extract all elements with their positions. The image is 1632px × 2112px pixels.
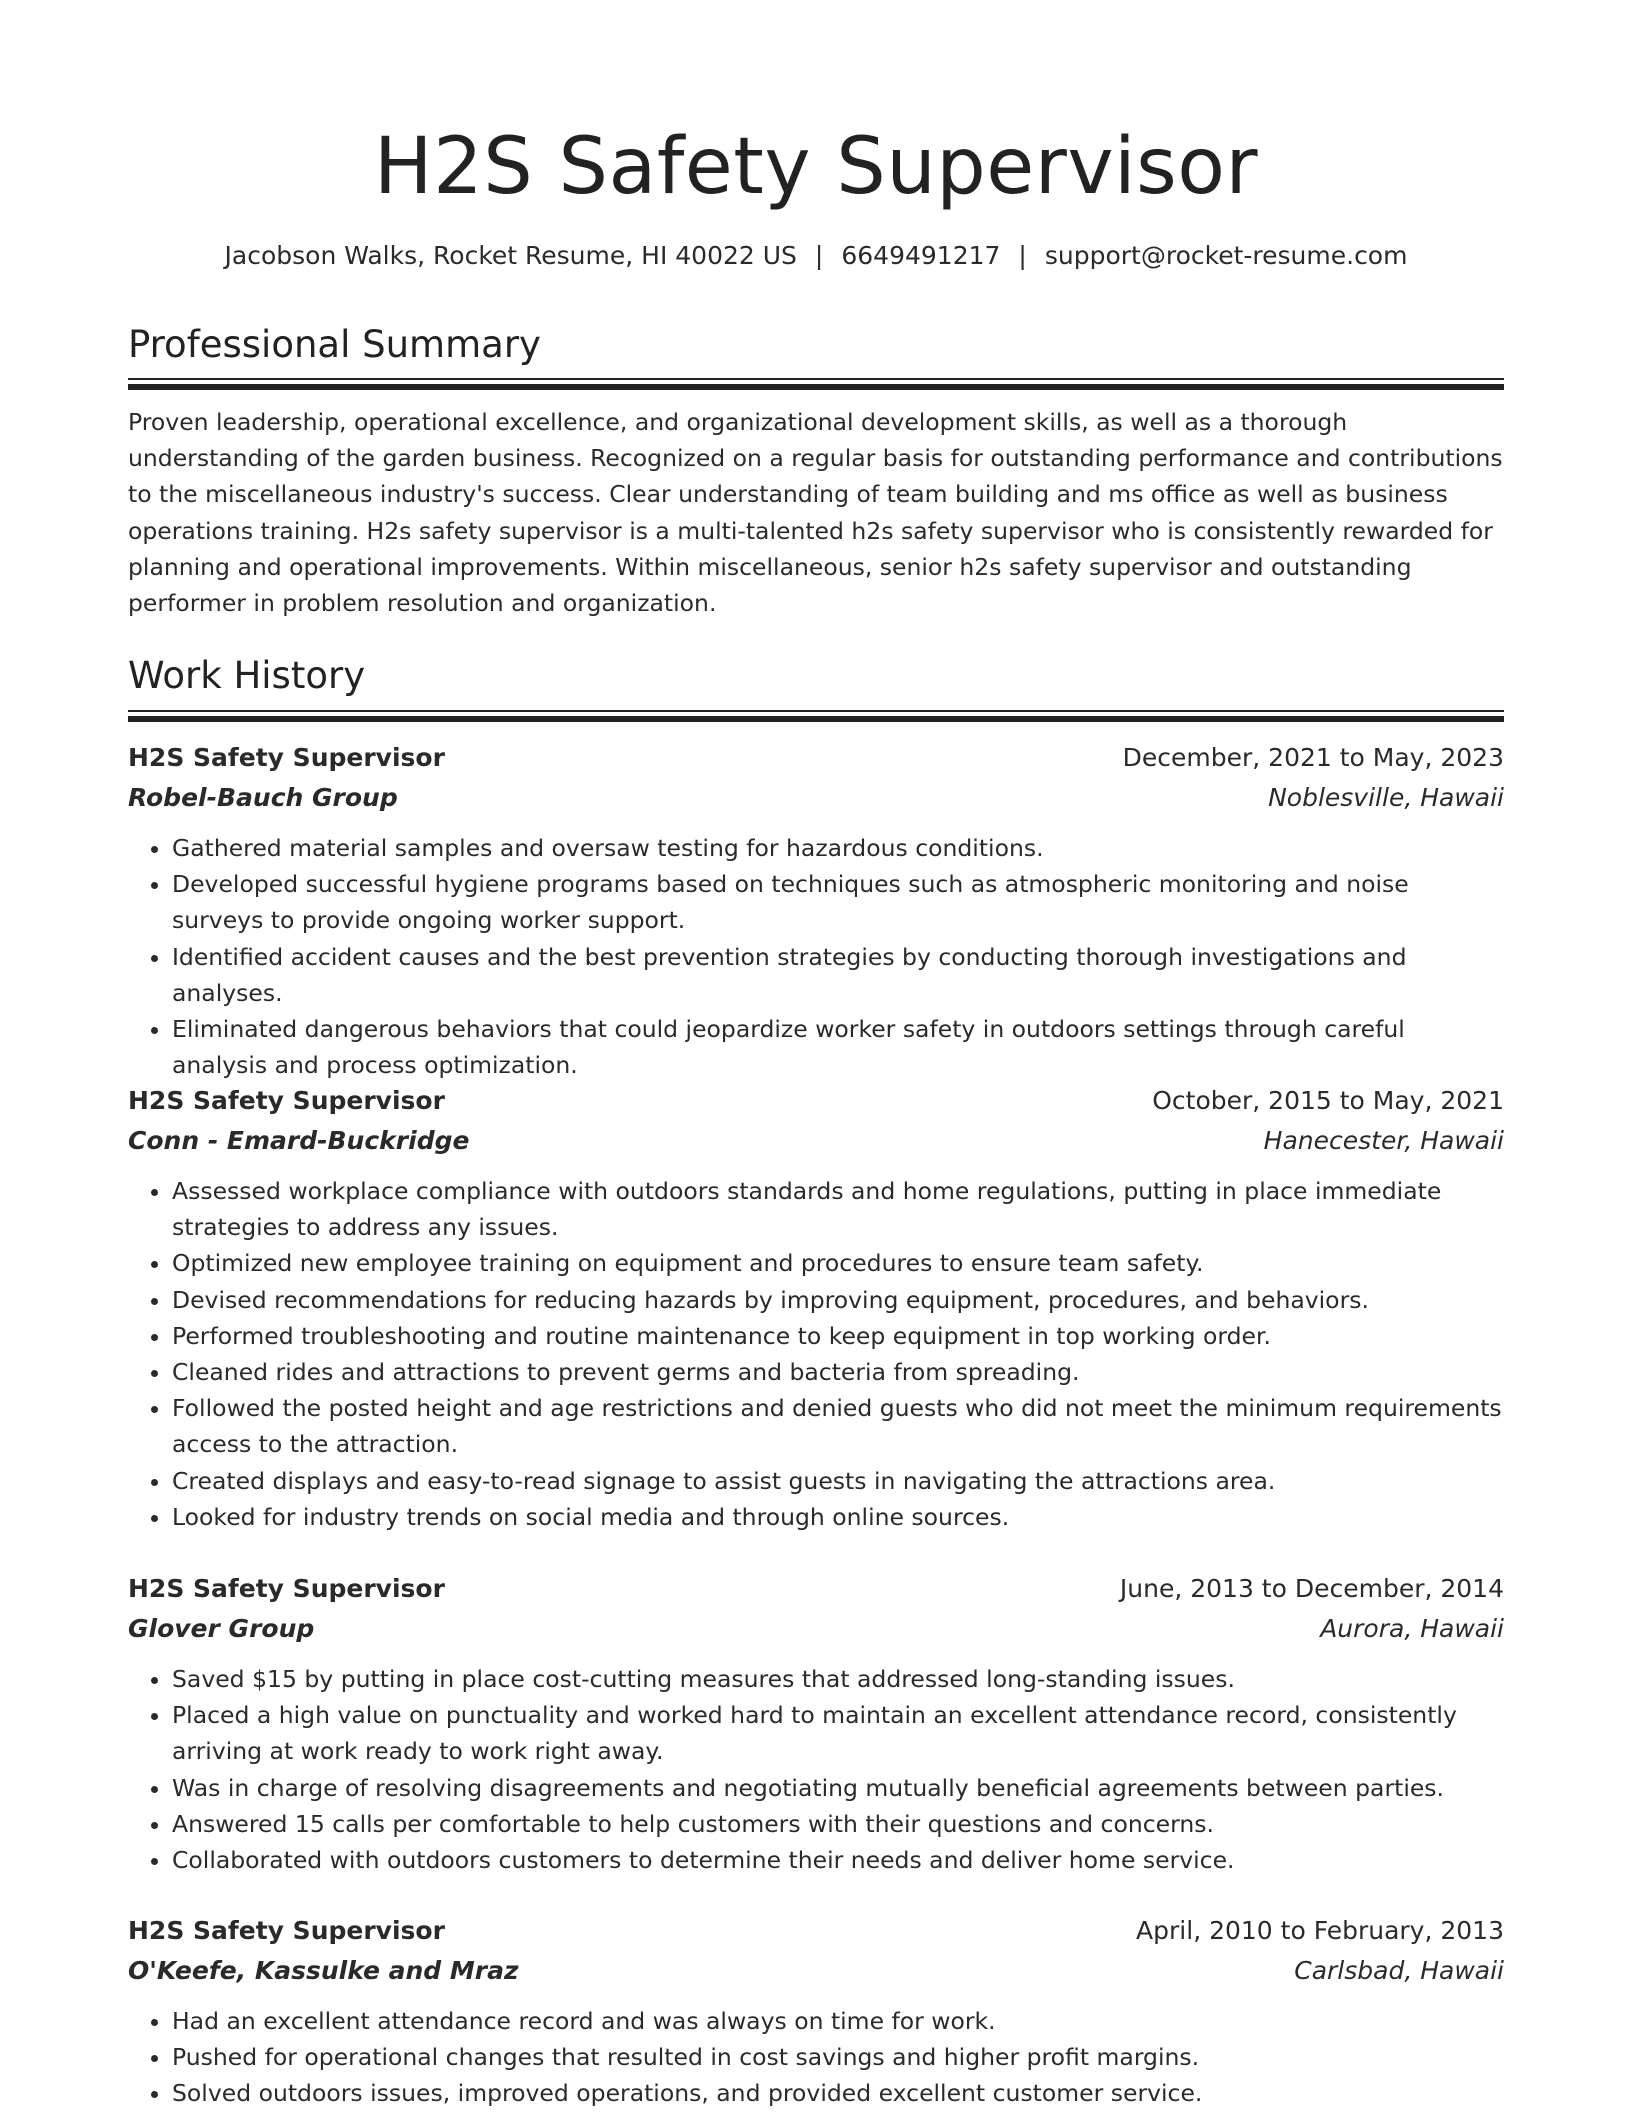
job-company-row [128, 1609, 1504, 1649]
job-bullet: • Answered 15 calls per comfortable to help customers with their questions and concerns. [172, 1806, 1504, 1842]
job-dates: December, 2021 to May, 2023 [1122, 743, 1504, 772]
job-bullet: • Eliminated dangerous behaviors that could jeopardize worker safety in outdoors settings through careful analysis and process optimization. [172, 1011, 1504, 1083]
job-bullet: • Looked for industry trends on social media and through online sources. [172, 1499, 1504, 1535]
job-company-row [128, 778, 1504, 818]
job-bullet: • Followed the posted height and age restrictions and denied guests who did not meet the minimum requirements access to the attraction. [172, 1390, 1504, 1462]
job-company: Conn - Emard-Buckridge [128, 1126, 470, 1155]
job-bullet: • Identified accident causes and the best prevention strategies by conducting thorough investigations and analyses. [172, 939, 1504, 1011]
job-bullet: • Gathered material samples and oversaw testing for hazardous conditions. [172, 830, 1504, 866]
job-company: Robel-Bauch Group [128, 783, 398, 812]
contact-address: Jacobson Walks, Rocket Resume, HI 40022 US [224, 241, 797, 270]
contact-email: support@rocket-resume.com [1044, 241, 1408, 270]
contact-line [128, 236, 1504, 276]
job-bullet: • Saved $15 by putting in place cost-cutting measures that addressed long-standing issues. [172, 1661, 1504, 1697]
job-location: Aurora, Hawaii [1320, 1614, 1504, 1643]
job-bullet: • Collaborated with outdoors customers to determine their needs and deliver home service. [172, 1842, 1504, 1878]
job-header-row [128, 1569, 1504, 1609]
job-title: H2S Safety Supervisor [128, 743, 445, 772]
contact-separator: | [814, 241, 824, 270]
summary-section-header [128, 320, 1504, 370]
job-company: O'Keefe, Kassulke and Mraz [128, 1956, 519, 1985]
work-heading: Work History [128, 654, 366, 697]
job-title: H2S Safety Supervisor [128, 1086, 445, 1115]
job-bullet: • Cleaned rides and attractions to prevent germs and bacteria from spreading. [172, 1354, 1504, 1390]
job-company-row [128, 1951, 1504, 1991]
job-dates: April, 2010 to February, 2013 [1136, 1916, 1504, 1945]
job-header-row [128, 1081, 1504, 1121]
job-bullet: • Solved outdoors issues, improved operations, and provided excellent customer service. [172, 2075, 1504, 2111]
job-entry [128, 1911, 1504, 2112]
job-location: Hanecester, Hawaii [1263, 1126, 1504, 1155]
resume-title: H2S Safety Supervisor [373, 122, 1259, 212]
work-section-header [128, 651, 1504, 701]
job-bullets [128, 2003, 1504, 2112]
job-bullet: • Had an excellent attendance record and was always on time for work. [172, 2003, 1504, 2039]
job-title: H2S Safety Supervisor [128, 1916, 445, 1945]
job-bullet: • Placed a high value on punctuality and worked hard to maintain an excellent attendance record, consistently arriving at work ready to work right away. [172, 1697, 1504, 1769]
work-divider [128, 710, 1504, 722]
job-dates: June, 2013 to December, 2014 [1119, 1574, 1504, 1603]
job-header-row [128, 1911, 1504, 1951]
job-entry [128, 738, 1504, 1083]
job-entry [128, 1081, 1504, 1535]
job-bullet: • Was in charge of resolving disagreements and negotiating mutually beneficial agreements between parties. [172, 1770, 1504, 1806]
summary-text: Proven leadership, operational excellence, and organizational development skills, as well as a thorough understanding of the garden business. Recognized on a regular basis for outstanding performance and contributions to the miscellaneous industry's success. Clear understanding of team building and ms office as well as business operations training. H2s safety supervisor is a multi-talented h2s safety supervisor who is consistently rewarded for planning and operational improvements. Within miscellaneous, senior h2s safety supervisor and outstanding performer in problem resolution and organization. [128, 408, 1503, 618]
job-bullet: • Created displays and easy-to-read signage to assist guests in navigating the attractions area. [172, 1463, 1504, 1499]
job-header-row [128, 738, 1504, 778]
summary-divider [128, 378, 1504, 390]
job-bullet: • Assessed workplace compliance with outdoors standards and home regulations, putting in place immediate strategies to address any issues. [172, 1173, 1504, 1245]
job-title: H2S Safety Supervisor [128, 1574, 445, 1603]
job-bullet: • Pushed for operational changes that resulted in cost savings and higher profit margins. [172, 2039, 1504, 2075]
contact-separator: | [1018, 241, 1027, 270]
job-bullet: • Optimized new employee training on equipment and procedures to ensure team safety. [172, 1245, 1504, 1281]
job-bullets [128, 1173, 1504, 1535]
job-company: Glover Group [128, 1614, 315, 1643]
job-entry [128, 1569, 1504, 1878]
job-bullet: • Developed successful hygiene programs based on techniques such as atmospheric monitoring and noise surveys to provide ongoing worker support. [172, 866, 1504, 938]
job-company-row [128, 1121, 1504, 1161]
job-location: Carlsbad, Hawaii [1294, 1956, 1504, 1985]
contact-phone: 6649491217 [841, 241, 1001, 270]
job-bullet: • Performed troubleshooting and routine maintenance to keep equipment in top working order. [172, 1318, 1504, 1354]
job-location: Noblesville, Hawaii [1268, 783, 1504, 812]
job-dates: October, 2015 to May, 2021 [1152, 1086, 1504, 1115]
job-bullets [128, 830, 1504, 1083]
summary-heading: Professional Summary [128, 323, 541, 366]
job-bullet: • Devised recommendations for reducing hazards by improving equipment, procedures, and behaviors. [172, 1282, 1504, 1318]
job-bullets [128, 1661, 1504, 1878]
